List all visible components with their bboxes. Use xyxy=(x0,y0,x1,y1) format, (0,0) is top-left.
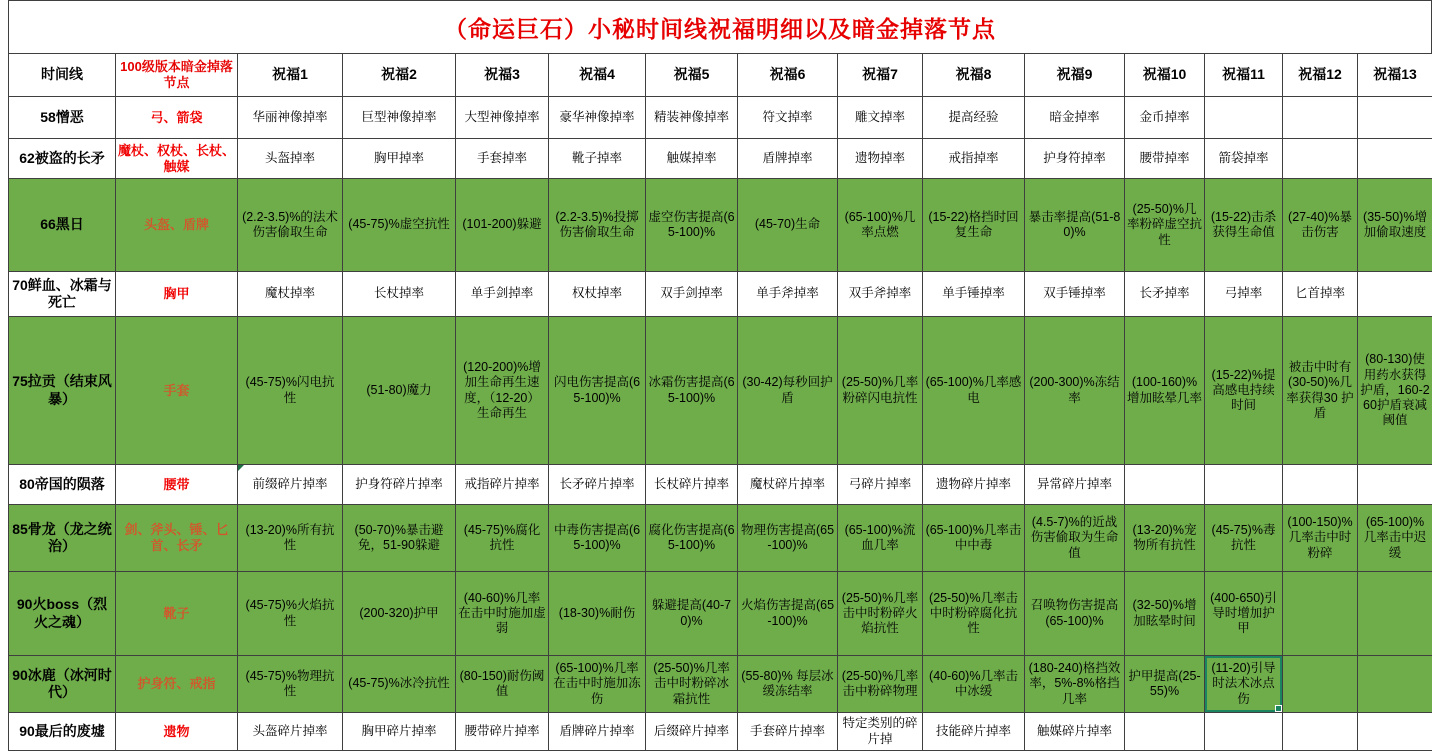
blessing-cell[interactable]: (45-75)%虚空抗性 xyxy=(343,179,456,272)
blessing-cell[interactable]: 虚空伤害提高(65-100)% xyxy=(646,179,738,272)
unique-drop-node-cell[interactable]: 头盔、盾牌 xyxy=(116,179,238,272)
table-row xyxy=(9,139,1432,179)
blessing-cell[interactable]: (45-75)%火焰抗性 xyxy=(238,572,343,656)
blessing-cell[interactable]: (65-100)%几率击中迟缓 xyxy=(1358,505,1432,572)
unique-drop-node-cell[interactable]: 靴子 xyxy=(116,572,238,656)
blessing-cell[interactable]: (65-100)%几率击中中毒 xyxy=(923,505,1025,572)
blessing-cell[interactable]: (100-160)%增加眩晕几率 xyxy=(1125,317,1205,465)
blessing-cell[interactable]: 巨型神像掉率 xyxy=(343,97,456,139)
blessing-cell[interactable] xyxy=(1358,656,1432,713)
blessing-cell[interactable]: (25-50)%几率击中时粉碎火焰抗性 xyxy=(838,572,923,656)
blessing-cell[interactable]: (51-80)魔力 xyxy=(343,317,456,465)
column-header-blessing-3[interactable]: 祝福3 xyxy=(456,54,549,97)
row-header-timeline[interactable]: 66黑日 xyxy=(9,179,116,272)
selected-cell[interactable]: (11-20)引导时法术冰点伤 xyxy=(1205,656,1283,713)
column-header-blessing-8[interactable]: 祝福8 xyxy=(923,54,1025,97)
blessing-cell[interactable]: 闪电伤害提高(65-100)% xyxy=(549,317,646,465)
blessing-cell[interactable]: (45-75)%物理抗性 xyxy=(238,656,343,713)
sheet-title: （命运巨石）小秘时间线祝福明细以及暗金掉落节点 xyxy=(444,15,996,42)
blessing-cell[interactable]: 箭袋掉率 xyxy=(1205,139,1283,179)
blessing-cell[interactable]: 技能碎片掉率 xyxy=(923,713,1025,751)
blessing-cell[interactable]: (15-22)击杀获得生命值 xyxy=(1205,179,1283,272)
blessing-cell[interactable]: (27-40)%暴击伤害 xyxy=(1283,179,1358,272)
blessing-cell[interactable]: 护身符碎片掉率 xyxy=(343,465,456,505)
column-header-blessing-12[interactable]: 祝福12 xyxy=(1283,54,1358,97)
blessing-cell[interactable] xyxy=(1283,656,1358,713)
blessing-cell[interactable]: (45-75)%毒抗性 xyxy=(1205,505,1283,572)
row-header-timeline[interactable]: 62被盗的长矛 xyxy=(9,139,116,179)
blessing-cell[interactable] xyxy=(1358,465,1432,505)
blessing-cell[interactable]: (45-75)%腐化抗性 xyxy=(456,505,549,572)
blessing-cell[interactable]: (65-100)%几率感电 xyxy=(923,317,1025,465)
row-header-timeline[interactable]: 85骨龙（龙之统治） xyxy=(9,505,116,572)
blessing-cell[interactable] xyxy=(1358,139,1432,179)
table-row xyxy=(9,505,1432,572)
blessing-cell[interactable]: 触媒碎片掉率 xyxy=(1025,713,1125,751)
blessing-cell[interactable]: 弓掉率 xyxy=(1205,272,1283,317)
blessing-cell[interactable]: 靴子掉率 xyxy=(549,139,646,179)
table-row xyxy=(9,713,1432,751)
blessing-cell[interactable]: 胸甲掉率 xyxy=(343,139,456,179)
blessing-cell[interactable]: 华丽神像掉率 xyxy=(238,97,343,139)
unique-drop-node-cell[interactable]: 手套 xyxy=(116,317,238,465)
blessing-cell[interactable]: 单手剑掉率 xyxy=(456,272,549,317)
blessing-cell[interactable] xyxy=(1283,139,1358,179)
blessing-cell[interactable] xyxy=(1358,713,1432,751)
blessing-cell[interactable]: (45-70)生命 xyxy=(738,179,838,272)
blessing-cell[interactable]: (30-42)每秒回护盾 xyxy=(738,317,838,465)
blessing-cell[interactable]: (65-100)%几率点燃 xyxy=(838,179,923,272)
blessing-cell[interactable]: 暗金掉率 xyxy=(1025,97,1125,139)
table-row xyxy=(9,317,1432,465)
blessing-cell[interactable]: (200-320)护甲 xyxy=(343,572,456,656)
blessing-cell[interactable]: (101-200)躲避 xyxy=(456,179,549,272)
row-header-timeline[interactable]: 58憎恶 xyxy=(9,97,116,139)
blessing-cell[interactable]: 双手斧掉率 xyxy=(838,272,923,317)
blessing-cell[interactable]: 遗物掉率 xyxy=(838,139,923,179)
blessing-cell[interactable]: 物理伤害提高(65-100)% xyxy=(738,505,838,572)
blessing-cell[interactable]: (18-30)%耐伤 xyxy=(549,572,646,656)
blessing-cell[interactable]: 腐化伤害提高(65-100)% xyxy=(646,505,738,572)
unique-drop-node-cell[interactable]: 护身符、戒指 xyxy=(116,656,238,713)
blessing-cell[interactable]: (65-100)%流血几率 xyxy=(838,505,923,572)
blessing-cell[interactable]: (200-300)%冻结率 xyxy=(1025,317,1125,465)
blessing-cell[interactable]: (32-50)%增加眩晕时间 xyxy=(1125,572,1205,656)
blessing-cell[interactable]: 前缀碎片掉率 xyxy=(238,465,343,505)
unique-drop-node-cell[interactable]: 剑、斧头、锤、匕首、长矛 xyxy=(116,505,238,572)
blessing-cell[interactable]: 被击中时有(30-50)%几率获得30 护盾 xyxy=(1283,317,1358,465)
blessing-cell[interactable]: 豪华神像掉率 xyxy=(549,97,646,139)
blessing-cell[interactable]: 长矛碎片掉率 xyxy=(549,465,646,505)
sheet-title-row xyxy=(8,0,1432,53)
column-header-blessing-11[interactable]: 祝福11 xyxy=(1205,54,1283,97)
blessing-cell[interactable]: 精装神像掉率 xyxy=(646,97,738,139)
blessing-cell[interactable]: 雕文掉率 xyxy=(838,97,923,139)
unique-drop-node-cell[interactable]: 胸甲 xyxy=(116,272,238,317)
blessing-cell[interactable]: 躲避提高(40-70)% xyxy=(646,572,738,656)
column-header-blessing-5[interactable]: 祝福5 xyxy=(646,54,738,97)
blessing-cell[interactable]: (25-50)%几率粉碎虚空抗性 xyxy=(1125,179,1205,272)
blessing-cell[interactable]: 单手斧掉率 xyxy=(738,272,838,317)
blessing-cell[interactable]: 腰带掉率 xyxy=(1125,139,1205,179)
unique-drop-node-cell[interactable]: 魔杖、权杖、长杖、触媒 xyxy=(116,139,238,179)
blessing-cell[interactable]: (80-150)耐伤阈值 xyxy=(456,656,549,713)
blessing-cell[interactable]: (45-75)%闪电抗性 xyxy=(238,317,343,465)
column-header-drop-node[interactable]: 100级版本暗金掉落节点 xyxy=(116,54,238,97)
column-header-blessing-2[interactable]: 祝福2 xyxy=(343,54,456,97)
blessing-cell[interactable]: 护甲提高(25-55)% xyxy=(1125,656,1205,713)
blessing-cell[interactable]: 中毒伤害提高(65-100)% xyxy=(549,505,646,572)
blessing-cell[interactable]: (80-130)使用药水获得护盾，160-260护盾衰减阈值 xyxy=(1358,317,1432,465)
blessing-cell[interactable]: 特定类别的碎片掉 xyxy=(838,713,923,751)
blessing-cell[interactable]: 头盔掉率 xyxy=(238,139,343,179)
blessing-cell[interactable]: 护身符掉率 xyxy=(1025,139,1125,179)
blessing-cell[interactable]: 腰带碎片掉率 xyxy=(456,713,549,751)
blessing-cell[interactable]: (180-240)格挡效率，5%-8%格挡几率 xyxy=(1025,656,1125,713)
blessing-cell[interactable]: 魔杖碎片掉率 xyxy=(738,465,838,505)
blessing-cell[interactable] xyxy=(1283,465,1358,505)
blessing-cell[interactable]: 手套掉率 xyxy=(456,139,549,179)
column-header-blessing-7[interactable]: 祝福7 xyxy=(838,54,923,97)
row-header-timeline[interactable]: 90冰鹿（冰河时代） xyxy=(9,656,116,713)
blessing-cell[interactable]: 触媒掉率 xyxy=(646,139,738,179)
blessing-cell[interactable]: 火焰伤害提高(65-100)% xyxy=(738,572,838,656)
blessing-cell[interactable]: (45-75)%冰冷抗性 xyxy=(343,656,456,713)
blessing-cell[interactable]: 后缀碎片掉率 xyxy=(646,713,738,751)
blessing-cell[interactable]: 盾牌掉率 xyxy=(738,139,838,179)
blessing-cell[interactable]: 胸甲碎片掉率 xyxy=(343,713,456,751)
blessing-cell[interactable]: 长杖碎片掉率 xyxy=(646,465,738,505)
blessing-cell[interactable]: 头盔碎片掉率 xyxy=(238,713,343,751)
table-row xyxy=(9,465,1432,505)
blessing-cell[interactable]: 暴击率提高(51-80)% xyxy=(1025,179,1125,272)
blessing-cell[interactable]: 双手剑掉率 xyxy=(646,272,738,317)
blessing-cell[interactable] xyxy=(1358,572,1432,656)
blessing-cell[interactable] xyxy=(1283,97,1358,139)
table-row xyxy=(9,656,1432,713)
blessing-cell[interactable]: 魔杖掉率 xyxy=(238,272,343,317)
blessing-cell[interactable]: (25-50)%几率击中时粉碎冰霜抗性 xyxy=(646,656,738,713)
blessing-cell[interactable]: 戒指掉率 xyxy=(923,139,1025,179)
column-header-blessing-4[interactable]: 祝福4 xyxy=(549,54,646,97)
blessing-cell[interactable]: 长矛掉率 xyxy=(1125,272,1205,317)
blessing-cell[interactable]: 遗物碎片掉率 xyxy=(923,465,1025,505)
blessing-cell[interactable]: (35-50)%增加偷取速度 xyxy=(1358,179,1432,272)
blessing-cell[interactable] xyxy=(1125,713,1205,751)
blessing-cell[interactable] xyxy=(1205,465,1283,505)
blessing-cell[interactable]: (4.5-7)%的近战伤害偷取为生命值 xyxy=(1025,505,1125,572)
blessing-cell[interactable]: 金币掉率 xyxy=(1125,97,1205,139)
blessing-cell[interactable]: (25-50)%几率击中粉碎物理 xyxy=(838,656,923,713)
blessing-cell[interactable]: 盾牌碎片掉率 xyxy=(549,713,646,751)
blessing-cell[interactable]: 戒指碎片掉率 xyxy=(456,465,549,505)
blessing-cell[interactable]: (15-22)格挡时回复生命 xyxy=(923,179,1025,272)
blessing-cell[interactable]: 权杖掉率 xyxy=(549,272,646,317)
blessing-cell[interactable]: 匕首掉率 xyxy=(1283,272,1358,317)
blessing-cell[interactable]: (65-100)%几率在击中时施加冻伤 xyxy=(549,656,646,713)
unique-drop-node-cell[interactable]: 腰带 xyxy=(116,465,238,505)
table-row xyxy=(9,179,1432,272)
column-header-blessing-6[interactable]: 祝福6 xyxy=(738,54,838,97)
blessing-cell[interactable] xyxy=(1205,713,1283,751)
column-header-blessing-13[interactable]: 祝福13 xyxy=(1358,54,1432,97)
blessing-cell[interactable]: 召唤物伤害提高(65-100)% xyxy=(1025,572,1125,656)
blessing-cell[interactable] xyxy=(1125,465,1205,505)
blessing-cell[interactable]: (50-70)%暴击避免，51-90躲避 xyxy=(343,505,456,572)
blessing-cell[interactable] xyxy=(1358,97,1432,139)
table-row xyxy=(9,272,1432,317)
timeline-table xyxy=(8,53,1432,751)
blessing-cell[interactable]: (120-200)%增加生命再生速度，（12-20）生命再生 xyxy=(456,317,549,465)
blessing-cell[interactable] xyxy=(1205,97,1283,139)
blessing-cell[interactable]: (40-60)%几率击中冰缓 xyxy=(923,656,1025,713)
blessing-cell[interactable]: 大型神像掉率 xyxy=(456,97,549,139)
blessing-cell[interactable]: (25-50)%几率击中时粉碎腐化抗性 xyxy=(923,572,1025,656)
blessing-cell[interactable]: (13-20)%宠物所有抗性 xyxy=(1125,505,1205,572)
row-header-timeline[interactable]: 90最后的废墟 xyxy=(9,713,116,751)
column-header-blessing-10[interactable]: 祝福10 xyxy=(1125,54,1205,97)
column-header-blessing-9[interactable]: 祝福9 xyxy=(1025,54,1125,97)
blessing-cell[interactable]: 提高经验 xyxy=(923,97,1025,139)
row-header-timeline[interactable]: 70鲜血、冰霜与死亡 xyxy=(9,272,116,317)
blessing-cell[interactable]: 单手锤掉率 xyxy=(923,272,1025,317)
blessing-cell[interactable]: 长杖掉率 xyxy=(343,272,456,317)
blessing-cell[interactable]: (15-22)%提高感电持续时间 xyxy=(1205,317,1283,465)
blessing-cell[interactable]: 双手锤掉率 xyxy=(1025,272,1125,317)
row-header-timeline[interactable]: 75拉贡（结束风暴） xyxy=(9,317,116,465)
unique-drop-node-cell[interactable]: 遗物 xyxy=(116,713,238,751)
blessing-cell[interactable]: 手套碎片掉率 xyxy=(738,713,838,751)
blessing-cell[interactable]: (55-80)% 每层冰缓冻结率 xyxy=(738,656,838,713)
blessing-cell[interactable]: (400-650)引导时增加护甲 xyxy=(1205,572,1283,656)
header-row xyxy=(9,54,1432,97)
table-row xyxy=(9,97,1432,139)
table-row xyxy=(9,572,1432,656)
row-header-timeline[interactable]: 80帝国的陨落 xyxy=(9,465,116,505)
blessing-cell[interactable] xyxy=(1283,713,1358,751)
column-header-timeline[interactable]: 时间线 xyxy=(9,54,116,97)
comment-marker-icon xyxy=(238,465,244,471)
blessing-cell[interactable]: (25-50)%几率粉碎闪电抗性 xyxy=(838,317,923,465)
blessing-cell[interactable]: (100-150)%几率击中时粉碎 xyxy=(1283,505,1358,572)
blessing-cell[interactable]: (2.2-3.5)%的法术伤害偷取生命 xyxy=(238,179,343,272)
blessing-cell[interactable]: (40-60)%几率在击中时施加虚弱 xyxy=(456,572,549,656)
column-header-blessing-1[interactable]: 祝福1 xyxy=(238,54,343,97)
blessing-cell[interactable]: (13-20)%所有抗性 xyxy=(238,505,343,572)
blessing-cell[interactable]: 冰霜伤害提高(65-100)% xyxy=(646,317,738,465)
blessing-cell[interactable]: 弓碎片掉率 xyxy=(838,465,923,505)
blessing-cell[interactable] xyxy=(1283,572,1358,656)
blessing-cell[interactable]: 异常碎片掉率 xyxy=(1025,465,1125,505)
blessing-cell[interactable]: 符文掉率 xyxy=(738,97,838,139)
row-header-timeline[interactable]: 90火boss（烈火之魂） xyxy=(9,572,116,656)
blessing-cell[interactable]: (2.2-3.5)%投掷伤害偷取生命 xyxy=(549,179,646,272)
blessing-cell[interactable] xyxy=(1358,272,1432,317)
unique-drop-node-cell[interactable]: 弓、箭袋 xyxy=(116,97,238,139)
